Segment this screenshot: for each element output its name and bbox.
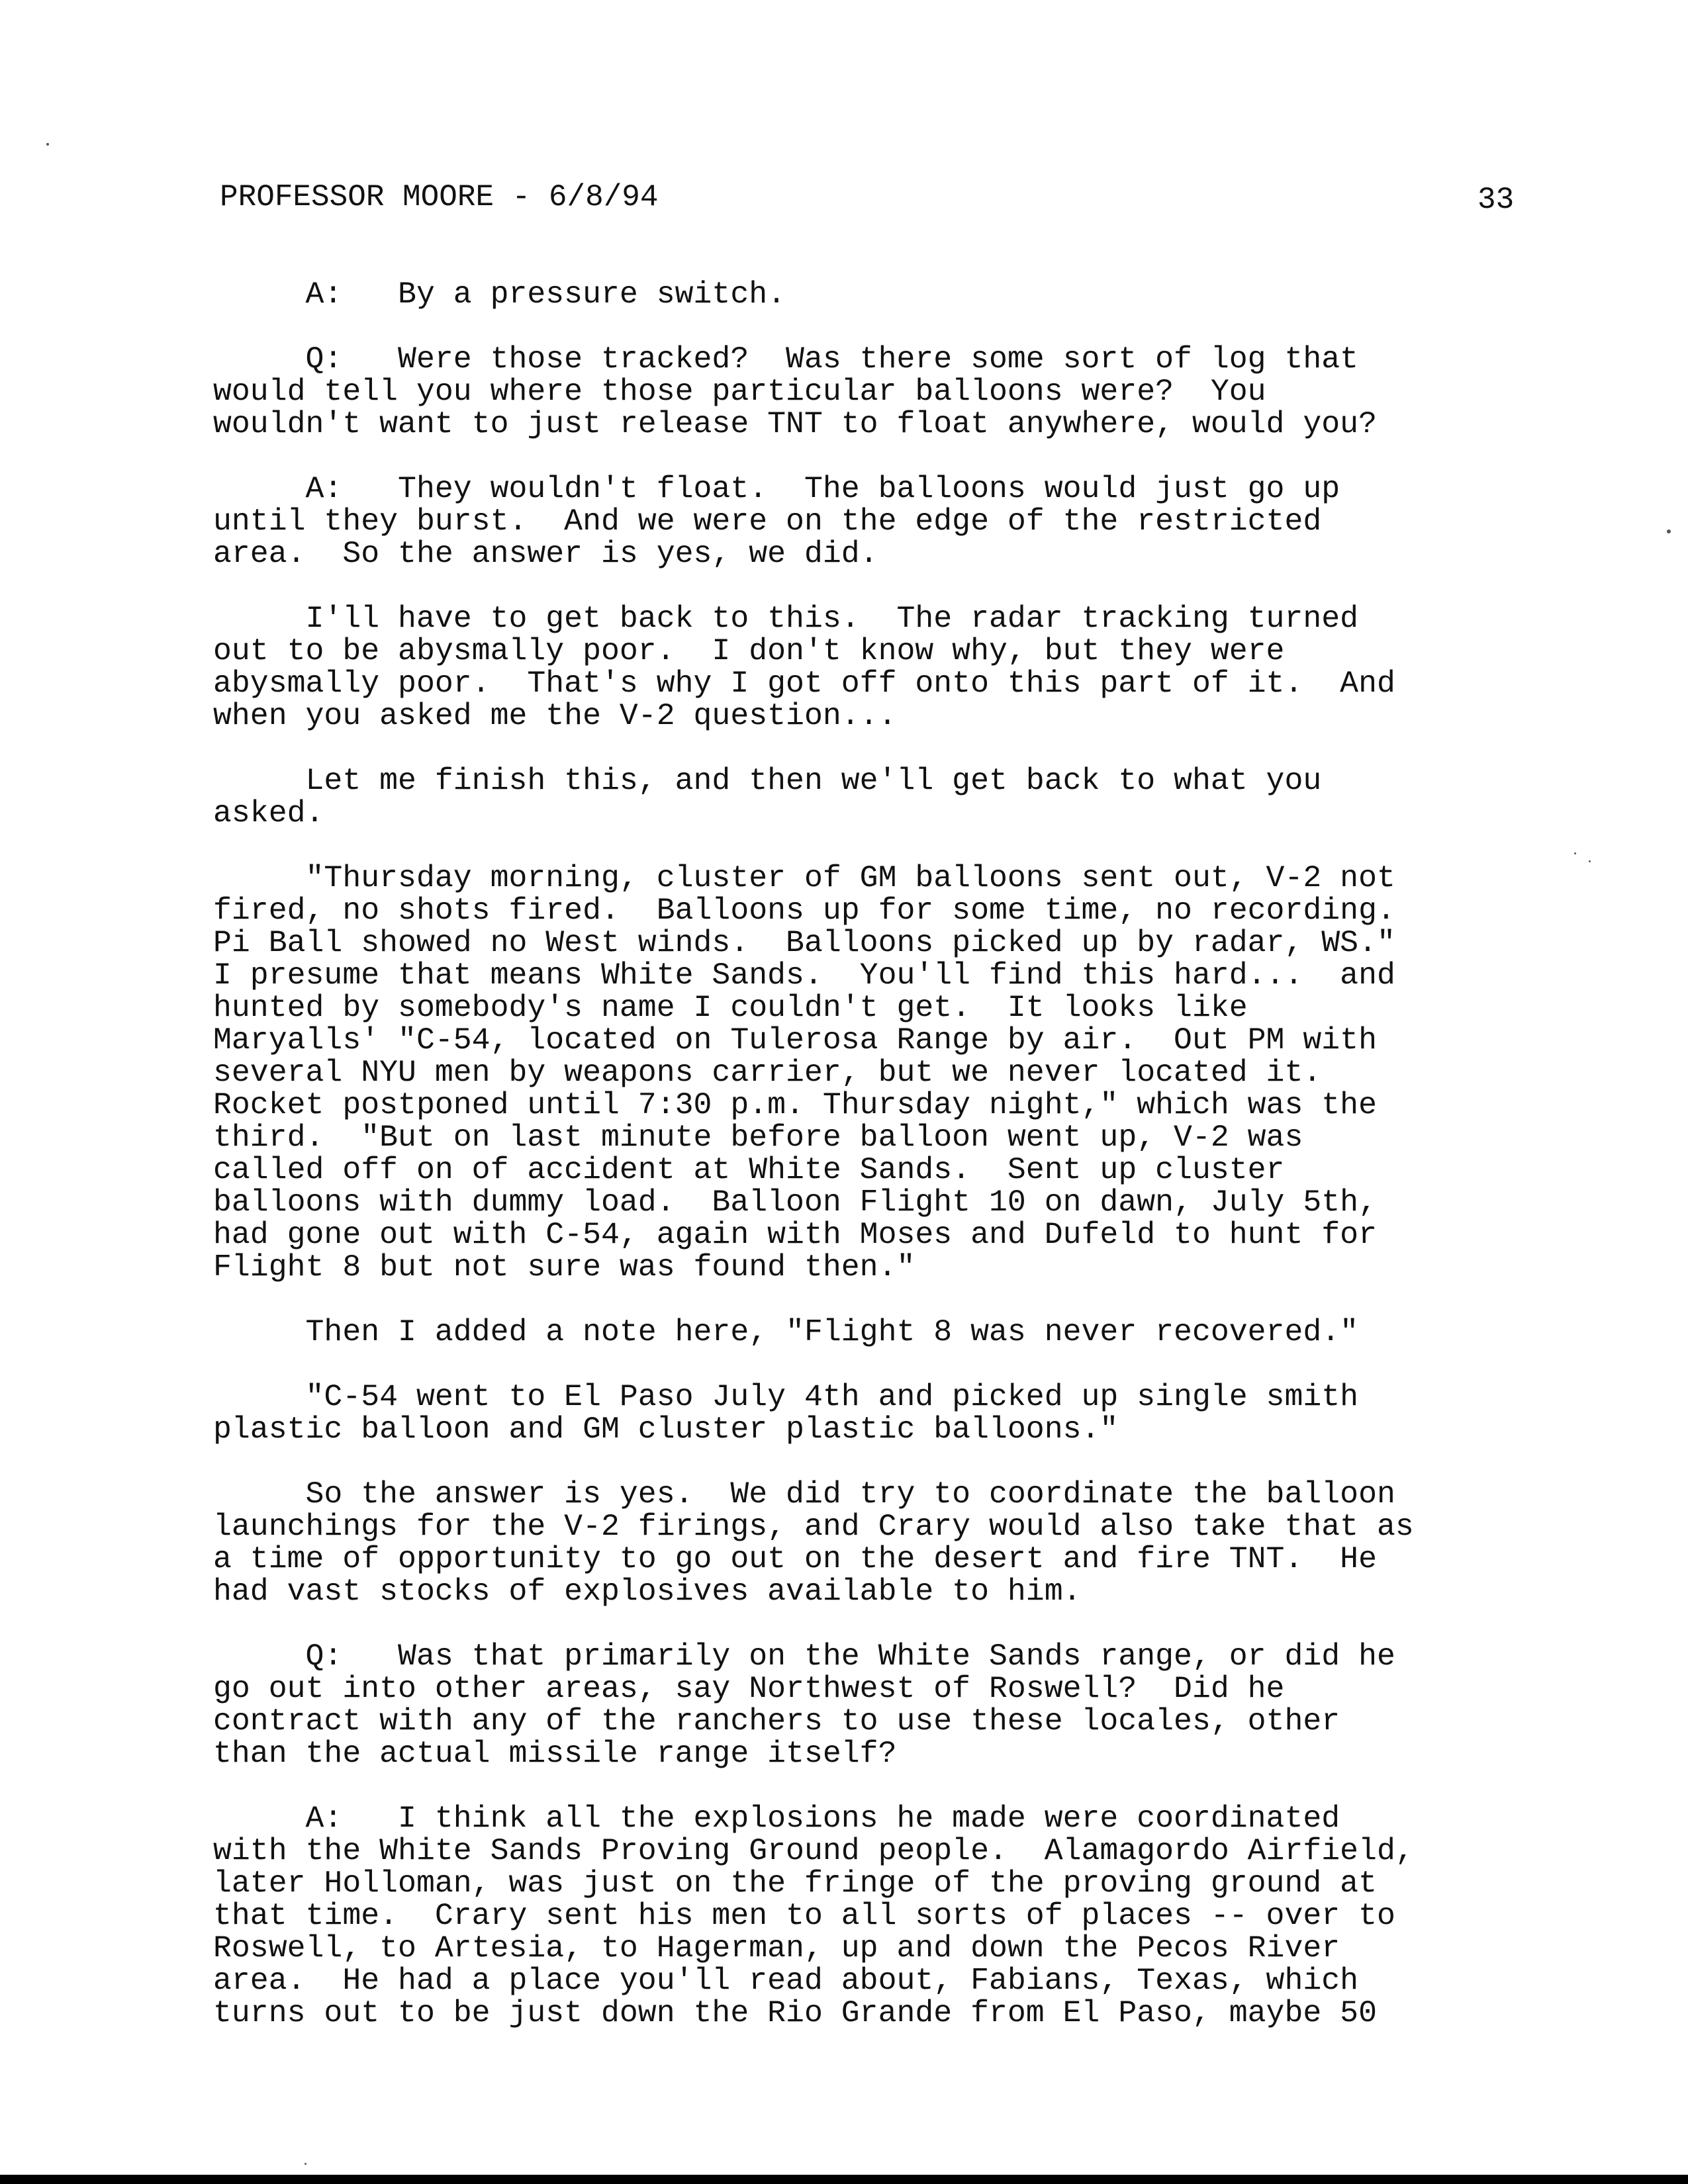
text-line: launchings for the V-2 firings, and Crary would also take that as — [213, 1509, 1414, 1544]
text-line: Roswell, to Artesia, to Hagerman, up and down the Pecos River — [213, 1931, 1340, 1966]
text-line: with the White Sands Proving Ground people. Alamagordo Airfield, — [213, 1833, 1414, 1868]
text-line: hunted by somebody's name I couldn't get. It looks like — [213, 990, 1248, 1025]
text-line: would tell you where those particular balloons were? You — [213, 374, 1266, 409]
text-line: Q: Was that primarily on the White Sands range, or did he — [213, 1639, 1395, 1674]
paragraph — [213, 1478, 1537, 1608]
text-line: Rocket postponed until 7:30 p.m. Thursday night," which was the — [213, 1087, 1377, 1122]
text-line: called off on of accident at White Sands. Sent up cluster — [213, 1152, 1285, 1187]
paragraph — [213, 473, 1537, 570]
paragraph — [213, 764, 1537, 829]
text-line: that time. Crary sent his men to all sorts of places -- over to — [213, 1898, 1395, 1933]
text-line: Flight 8 but not sure was found then." — [213, 1250, 915, 1285]
paragraph — [213, 1316, 1537, 1348]
transcript-body — [213, 278, 1537, 2062]
text-line: Maryalls' "C-54, located on Tulerosa Range by air. Out PM with — [213, 1023, 1377, 1058]
text-line: had gone out with C-54, again with Moses and Dufeld to hunt for — [213, 1217, 1377, 1252]
text-line: contract with any of the ranchers to use these locales, other — [213, 1704, 1340, 1739]
text-line: go out into other areas, say Northwest of Roswell? Did he — [213, 1671, 1285, 1706]
text-line: A: By a pressure switch. — [213, 277, 786, 312]
text-line: balloons with dummy load. Balloon Flight 10 on dawn, July 5th, — [213, 1185, 1377, 1220]
paragraph — [213, 1802, 1537, 2029]
scan-speck — [305, 2163, 306, 2165]
text-line: than the actual missile range itself? — [213, 1736, 897, 1771]
scan-speck — [46, 143, 49, 146]
text-line: area. He had a place you'll read about, Fabians, Texas, which — [213, 1963, 1359, 1998]
paragraph — [213, 862, 1537, 1283]
text-line: So the answer is yes. We did try to coordinate the balloon — [213, 1477, 1395, 1512]
text-line: had vast stocks of explosives available to him. — [213, 1574, 1082, 1609]
paragraph — [213, 602, 1537, 732]
header-title: PROFESSOR MOORE - 6/8/94 — [220, 180, 659, 214]
scan-bottom-edge — [0, 2175, 1688, 2184]
text-line: "Thursday morning, cluster of GM balloons sent out, V-2 not — [213, 860, 1395, 895]
text-line: abysmally poor. That's why I got off onto this part of it. And — [213, 666, 1395, 701]
text-line: asked. — [213, 796, 324, 831]
text-line: I'll have to get back to this. The radar tracking turned — [213, 601, 1359, 636]
page-number: 33 — [1477, 183, 1515, 217]
paragraph — [213, 1381, 1537, 1445]
paragraph — [213, 1640, 1537, 1770]
text-line: third. "But on last minute before balloon went up, V-2 was — [213, 1120, 1303, 1155]
text-line: when you asked me the V-2 question... — [213, 698, 897, 733]
text-line: several NYU men by weapons carrier, but we never located it. — [213, 1055, 1322, 1090]
scan-speck — [1667, 529, 1671, 533]
text-line: a time of opportunity to go out on the desert and fire TNT. He — [213, 1541, 1377, 1576]
paragraph — [213, 343, 1537, 440]
text-line: turns out to be just down the Rio Grande from El Paso, maybe 50 — [213, 1995, 1377, 2030]
text-line: I presume that means White Sands. You'll find this hard... and — [213, 958, 1395, 993]
text-line: Then I added a note here, "Flight 8 was never recovered." — [213, 1314, 1359, 1349]
text-line: fired, no shots fired. Balloons up for some time, no recording. — [213, 893, 1395, 928]
text-line: plastic balloon and GM cluster plastic balloons." — [213, 1412, 1119, 1447]
scan-speck — [1574, 852, 1576, 854]
text-line: out to be abysmally poor. I don't know why, but they were — [213, 633, 1285, 668]
text-line: A: They wouldn't float. The balloons would just go up — [213, 471, 1340, 506]
text-line: area. So the answer is yes, we did. — [213, 536, 878, 571]
text-line: Q: Were those tracked? Was there some sort of log that — [213, 341, 1359, 377]
text-line: Let me finish this, and then we'll get back to what you — [213, 763, 1322, 798]
text-line: Pi Ball showed no West winds. Balloons picked up by radar, WS." — [213, 925, 1395, 960]
text-line: until they burst. And we were on the edge of the restricted — [213, 504, 1322, 539]
text-line: wouldn't want to just release TNT to float anywhere, would you? — [213, 406, 1377, 441]
paragraph — [213, 278, 1537, 310]
scan-speck — [1589, 860, 1591, 862]
text-line: A: I think all the explosions he made were coordinated — [213, 1801, 1340, 1836]
text-line: "C-54 went to El Paso July 4th and picked up single smith — [213, 1379, 1359, 1414]
text-line: later Holloman, was just on the fringe of the proving ground at — [213, 1866, 1377, 1901]
